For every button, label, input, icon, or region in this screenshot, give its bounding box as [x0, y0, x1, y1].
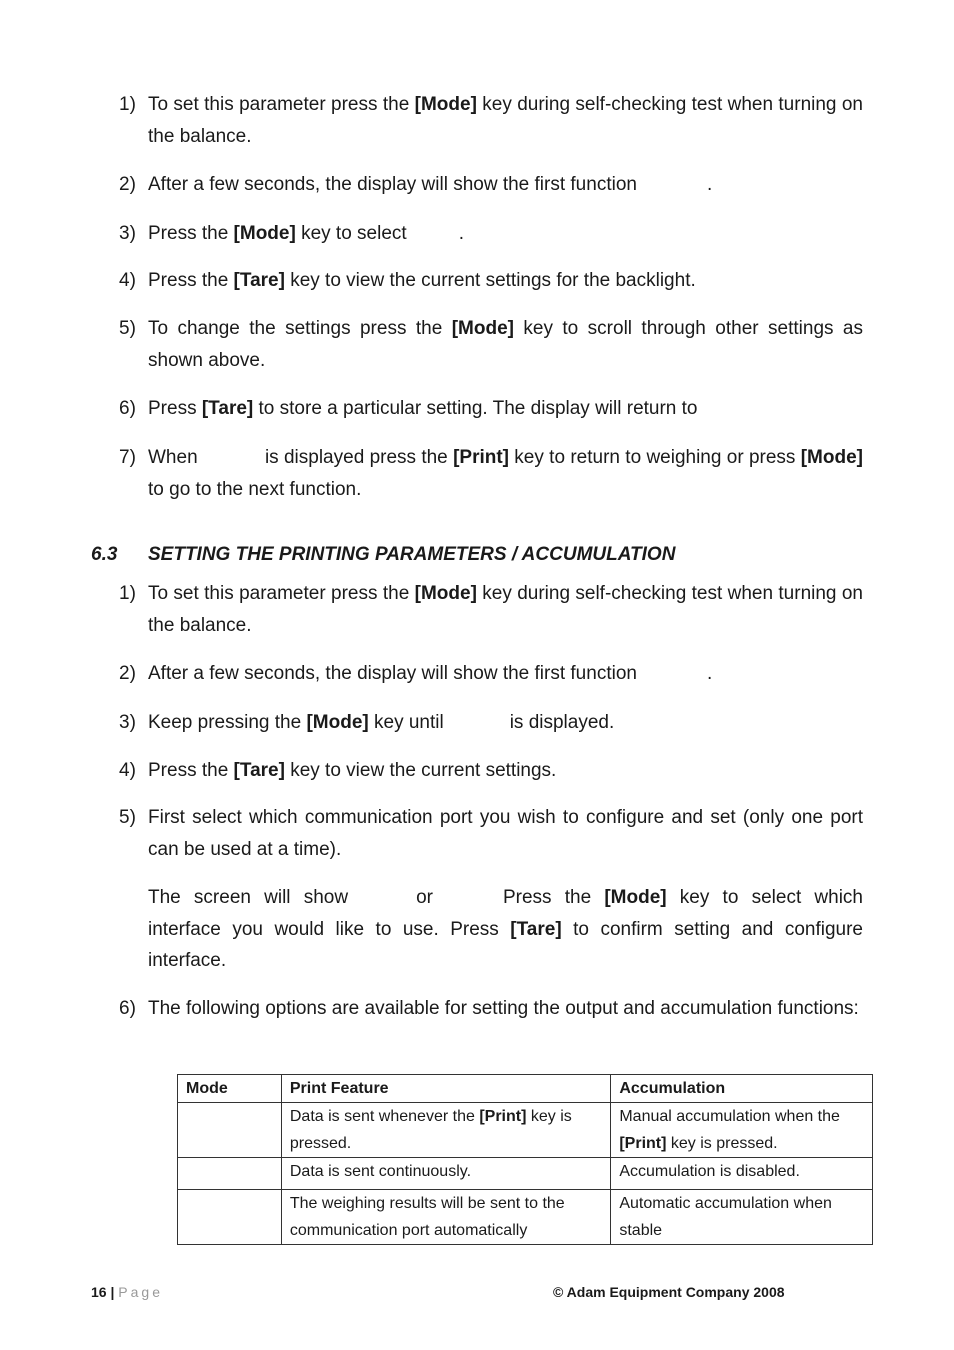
step-number: 7)	[119, 447, 136, 468]
key-label: [Print]	[619, 1135, 667, 1152]
step-text: Press the	[148, 270, 234, 291]
cell-text: Manual accumulation when the	[619, 1108, 840, 1125]
step-b2	[119, 658, 863, 690]
step-text: After a few seconds, the display will show the first function	[148, 663, 637, 684]
accumulation-cell	[611, 1158, 873, 1190]
step-number: 6)	[119, 998, 136, 1019]
step-b5	[119, 802, 863, 865]
step-number: 6)	[119, 398, 136, 419]
step-text: When	[148, 447, 198, 468]
step-a6	[119, 393, 863, 425]
key-label: [Mode]	[306, 712, 369, 733]
print-feature-cell	[281, 1158, 610, 1190]
step-text: To set this parameter press the	[148, 94, 415, 115]
step-text: Keep pressing the	[148, 712, 307, 733]
table-row	[178, 1190, 873, 1245]
step-text: key during self-checking test when turning on the balance.	[148, 583, 863, 636]
cell-text: Data is sent continuously.	[289, 1163, 472, 1180]
step-b1	[119, 578, 863, 641]
page-number: 16	[91, 1284, 107, 1300]
key-label: [Mode]	[604, 887, 667, 908]
step-number: 5)	[119, 807, 136, 828]
step-b5-paragraph	[148, 882, 863, 977]
step-text: key during self-checking test when turning on the balance.	[148, 94, 863, 147]
step-b3	[119, 707, 863, 739]
section-number: 6.3	[91, 544, 118, 565]
key-label: [Mode]	[800, 447, 863, 468]
column-header: Accumulation	[611, 1075, 873, 1103]
step-text: To set this parameter press the	[148, 583, 415, 604]
step-text: Press	[148, 398, 202, 419]
step-text: to confirm setting and configure interface.	[148, 918, 863, 971]
print-options-table	[177, 1074, 873, 1245]
step-text: .	[458, 223, 464, 244]
accumulation-cell	[611, 1103, 873, 1158]
key-label: [Tare]	[233, 270, 285, 291]
footer-separator: |	[110, 1284, 115, 1300]
cell-text: Accumulation is disabled.	[619, 1163, 800, 1180]
key-label: [Mode]	[414, 583, 477, 604]
step-text: First select which communication port you wish to configure and set (only one port can be used at a time).	[148, 807, 863, 860]
step-text: Press the	[502, 887, 605, 908]
mode-cell	[178, 1190, 282, 1245]
step-a1	[119, 89, 863, 152]
step-text: is displayed press the	[259, 447, 454, 468]
key-label: [Tare]	[201, 398, 254, 419]
step-number: 2)	[119, 174, 136, 195]
page-footer-number	[91, 1284, 163, 1300]
key-label: [Mode]	[414, 94, 477, 115]
step-text: to store a particular setting. The display will return to	[253, 398, 698, 419]
step-text: key to return to weighing or press	[509, 447, 801, 468]
table-row	[178, 1158, 873, 1190]
step-text: key to scroll through other settings as shown above.	[148, 318, 863, 371]
key-label: [Mode]	[451, 318, 514, 339]
step-b6	[119, 993, 863, 1025]
step-text: is displayed.	[509, 712, 615, 733]
step-text: The following options are available for setting the output and accumulation functions:	[148, 998, 859, 1019]
key-label: [Tare]	[233, 760, 285, 781]
table-header-row	[178, 1075, 873, 1103]
column-header: Print Feature	[281, 1075, 610, 1103]
step-number: 4)	[119, 270, 136, 291]
step-text: After a few seconds, the display will show the first function	[148, 174, 637, 195]
step-number: 5)	[119, 318, 136, 339]
step-text: to go to the next function.	[148, 478, 362, 500]
key-label: [Print]	[479, 1108, 527, 1125]
cell-text: key is pressed.	[666, 1135, 778, 1152]
step-number: 3)	[119, 223, 136, 244]
copyright-notice: © Adam Equipment Company 2008	[553, 1284, 785, 1300]
step-a2	[119, 169, 863, 201]
key-label: [Mode]	[233, 223, 296, 244]
step-text: key to view the current settings for the backlight.	[284, 270, 696, 291]
column-header: Mode	[178, 1075, 282, 1103]
step-number: 1)	[119, 583, 136, 604]
cell-text: key is pressed.	[289, 1108, 572, 1152]
cell-text: The weighing results will be sent to the communication port automatically	[289, 1195, 565, 1239]
step-number: 3)	[119, 712, 136, 733]
print-feature-cell	[281, 1103, 610, 1158]
accumulation-cell	[611, 1190, 873, 1245]
step-number: 2)	[119, 663, 136, 684]
key-label: [Tare]	[510, 918, 562, 940]
mode-cell	[178, 1158, 282, 1190]
step-a4	[119, 265, 863, 297]
table-row	[178, 1103, 873, 1158]
mode-cell	[178, 1103, 282, 1158]
step-text: Press the	[148, 223, 234, 244]
step-text: To change the settings press the	[148, 318, 452, 339]
page-word: Page	[118, 1284, 163, 1300]
step-text: .	[706, 663, 713, 684]
step-number: 4)	[119, 760, 136, 781]
step-text: key to select	[295, 223, 407, 244]
print-feature-cell	[281, 1190, 610, 1245]
step-text: or	[416, 887, 433, 908]
section-heading	[91, 540, 676, 570]
step-text: The screen will show	[148, 887, 349, 908]
step-text: .	[706, 174, 713, 195]
step-number: 1)	[119, 94, 136, 115]
step-a3	[119, 218, 863, 250]
cell-text: Automatic accumulation when stable	[619, 1195, 832, 1239]
step-text: key until	[368, 712, 444, 733]
step-a7	[119, 442, 863, 505]
section-title: SETTING THE PRINTING PARAMETERS / ACCUMULATION	[148, 544, 676, 565]
step-text: Press the	[148, 760, 234, 781]
step-text: key to select which interface you would like to use. Press	[148, 887, 863, 940]
key-label: [Print]	[453, 447, 509, 468]
step-text: key to view the current settings.	[284, 760, 557, 781]
cell-text: Data is sent whenever the	[289, 1108, 480, 1125]
step-b4	[119, 755, 863, 787]
step-a5	[119, 313, 863, 376]
